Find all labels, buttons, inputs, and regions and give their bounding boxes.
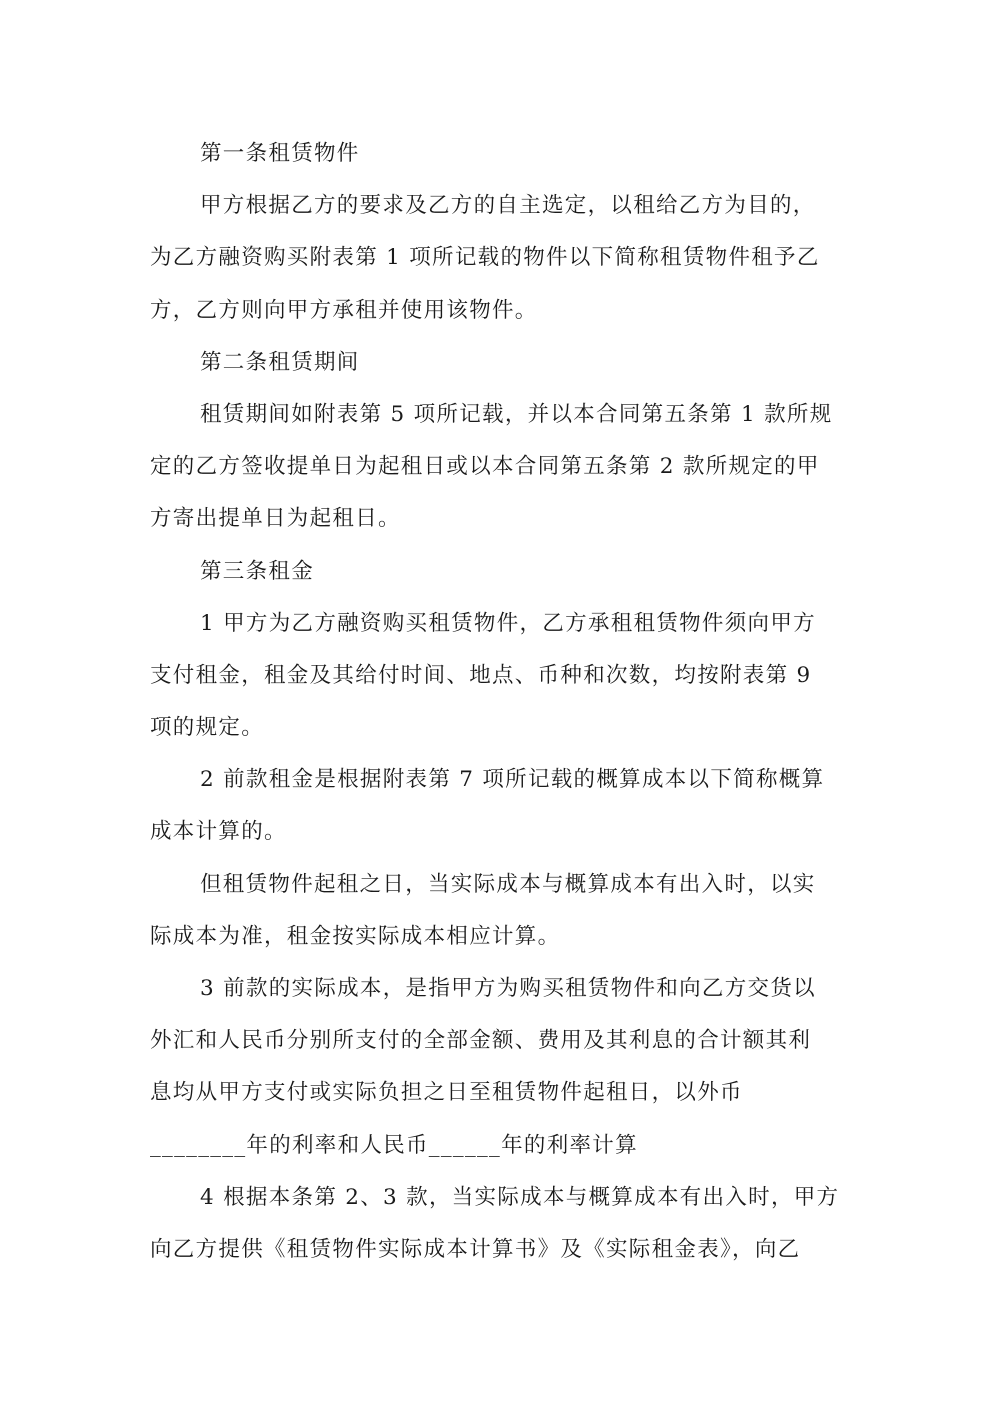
paragraph-line: 1 甲方为乙方融资购买租赁物件，乙方承租租赁物件须向甲方 (200, 610, 816, 636)
paragraph-line: 际成本为准，租金按实际成本相应计算。 (150, 923, 561, 949)
article-3-heading: 第三条租金 (200, 558, 315, 584)
paragraph-line: 3 前款的实际成本，是指甲方为购买租赁物件和向乙方交货以 (200, 976, 816, 1001)
article-1-heading: 第一条租赁物件 (200, 141, 360, 166)
paragraph-line: 2 前款租金是根据附表第 7 项所记载的概算成本以下简称概算 (200, 767, 825, 793)
article-2-heading: 第二条租赁期间 (200, 349, 360, 375)
paragraph-line: 租赁期间如附表第 5 项所记载，并以本合同第五条第 1 款所规 (200, 401, 833, 427)
paragraph-line: 但租赁物件起租之日，当实际成本与概算成本有出入时，以实 (200, 871, 816, 897)
paragraph-line: ________年的利率和人民币______年的利率计算 (150, 1132, 638, 1158)
paragraph-line: 成本计算的。 (150, 819, 287, 845)
paragraph-line: 方，乙方则向甲方承租并使用该物件。 (150, 297, 538, 323)
paragraph-line: 甲方根据乙方的要求及乙方的自主选定，以租给乙方为目的， (200, 193, 816, 219)
paragraph-line: 4 根据本条第 2、3 款，当实际成本与概算成本有出入时，甲方 (200, 1184, 840, 1210)
paragraph-line: 向乙方提供《租赁物件实际成本计算书》及《实际租金表》，向乙 (150, 1236, 801, 1262)
paragraph-line: 息均从甲方支付或实际负担之日至租赁物件起租日，以外币 (150, 1080, 743, 1106)
paragraph-line: 项的规定。 (150, 715, 265, 741)
paragraph-line: 方寄出提单日为起租日。 (150, 506, 401, 532)
paragraph-line: 为乙方融资购买附表第 1 项所记载的物件以下简称租赁物件租予乙 (150, 245, 820, 271)
paragraph-line: 外汇和人民币分别所支付的全部金额、费用及其利息的合计额其利 (150, 1028, 812, 1054)
paragraph-line: 支付租金，租金及其给付时间、地点、币种和次数，均按附表第 9 (150, 662, 812, 688)
paragraph-line: 定的乙方签收提单日为起租日或以本合同第五条第 2 款所规定的甲 (150, 454, 820, 480)
document-body (150, 128, 840, 1276)
